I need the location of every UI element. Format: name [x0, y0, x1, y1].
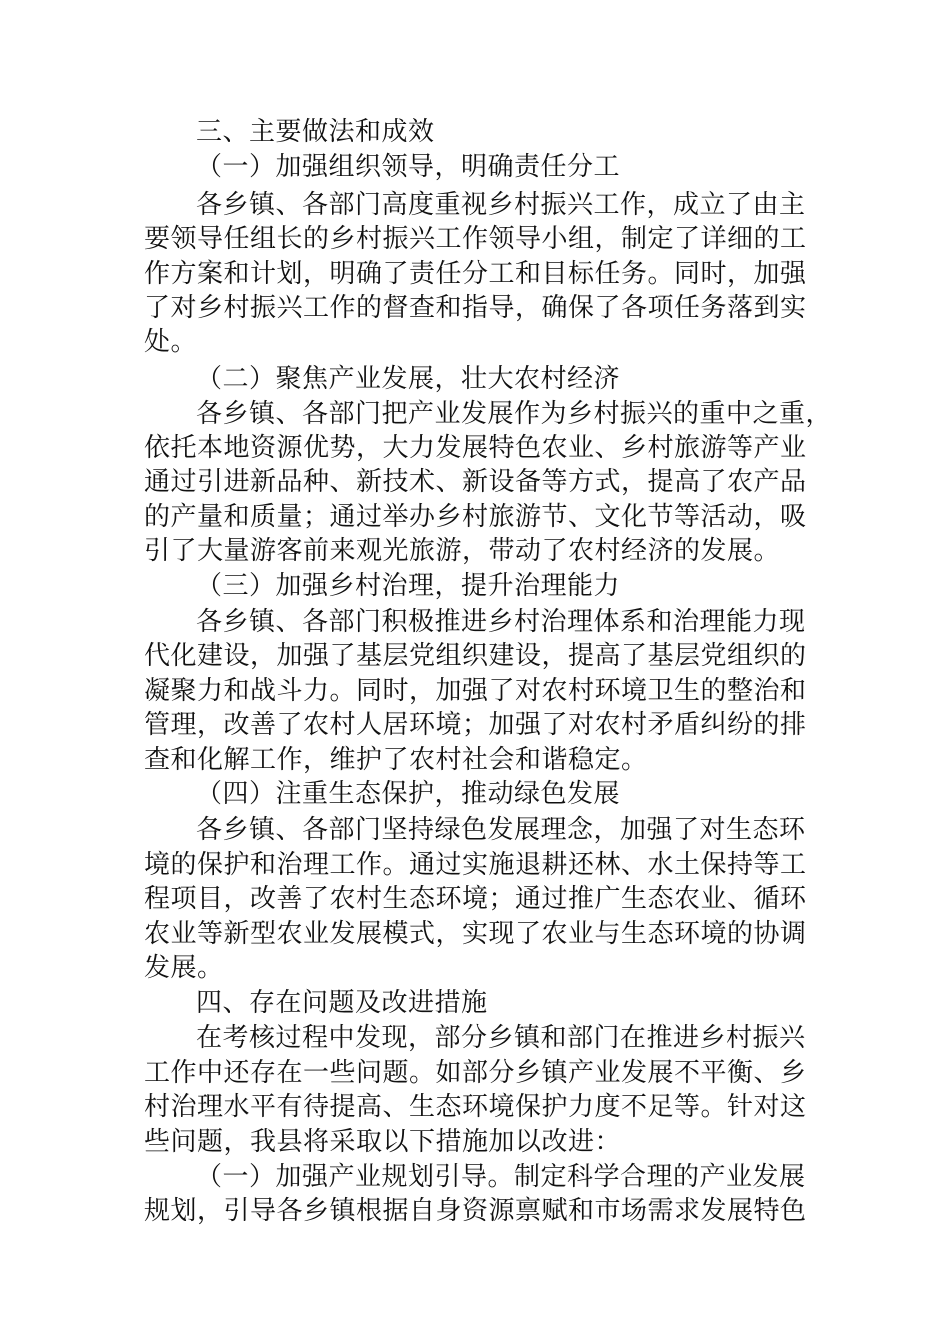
section-heading-4: 四、存在问题及改进措施: [196, 988, 488, 1018]
paragraph-line: （一）加强产业规划引导。制定科学合理的产业发展: [196, 1162, 806, 1192]
paragraph-line: 引了大量游客前来观光旅游，带动了农村经济的发展。: [144, 536, 781, 566]
paragraph-line: 发展。: [144, 953, 224, 983]
paragraph-line: 各乡镇、各部门积极推进乡村治理体系和治理能力现: [196, 607, 806, 637]
paragraph-line: 处。: [144, 327, 198, 357]
paragraph-line: 凝聚力和战斗力。同时，加强了对农村环境卫生的整治和: [144, 676, 807, 706]
paragraph-line: 要领导任组长的乡村振兴工作领导小组，制定了详细的工: [144, 224, 807, 254]
paragraph-line: 代化建设，加强了基层党组织建设，提高了基层党组织的: [144, 641, 807, 671]
subheading-3-4: （四）注重生态保护，推动绿色发展: [196, 779, 621, 809]
paragraph-line: 些问题，我县将采取以下措施加以改进：: [144, 1127, 622, 1157]
paragraph-line: 通过引进新品种、新技术、新设备等方式，提高了农产品: [144, 467, 807, 497]
paragraph-line: 管理，改善了农村人居环境；加强了对农村矛盾纠纷的排: [144, 710, 807, 740]
section-heading-3: 三、主要做法和成效: [196, 117, 435, 147]
paragraph-line: 各乡镇、各部门把产业发展作为乡村振兴的重中之重，: [196, 399, 833, 429]
paragraph-line: 工作中还存在一些问题。如部分乡镇产业发展不平衡、乡: [144, 1058, 807, 1088]
paragraph-line: 在考核过程中发现，部分乡镇和部门在推进乡村振兴: [196, 1023, 806, 1053]
subheading-3-3: （三）加强乡村治理，提升治理能力: [196, 571, 621, 601]
paragraph-line: 村治理水平有待提高、生态环境保护力度不足等。针对这: [144, 1092, 807, 1122]
paragraph-line: 各乡镇、各部门高度重视乡村振兴工作，成立了由主: [196, 190, 806, 220]
paragraph-line: 规划，引导各乡镇根据自身资源禀赋和市场需求发展特色: [144, 1196, 807, 1226]
subheading-3-1: （一）加强组织领导，明确责任分工: [196, 152, 621, 182]
paragraph-line: 了对乡村振兴工作的督查和指导，确保了各项任务落到实: [144, 293, 807, 323]
paragraph-line: 程项目，改善了农村生态环境；通过推广生态农业、循环: [144, 884, 807, 914]
paragraph-line: 农业等新型农业发展模式，实现了农业与生态环境的协调: [144, 919, 807, 949]
paragraph-line: 查和化解工作，维护了农村社会和谐稳定。: [144, 745, 648, 775]
paragraph-line: 依托本地资源优势，大力发展特色农业、乡村旅游等产业: [144, 433, 807, 463]
paragraph-line: 的产量和质量；通过举办乡村旅游节、文化节等活动，吸: [144, 502, 807, 532]
paragraph-line: 境的保护和治理工作。通过实施退耕还林、水土保持等工: [144, 850, 807, 880]
subheading-3-2: （二）聚焦产业发展，壮大农村经济: [196, 364, 621, 394]
paragraph-line: 各乡镇、各部门坚持绿色发展理念，加强了对生态环: [196, 815, 806, 845]
paragraph-line: 作方案和计划，明确了责任分工和目标任务。同时，加强: [144, 259, 807, 289]
